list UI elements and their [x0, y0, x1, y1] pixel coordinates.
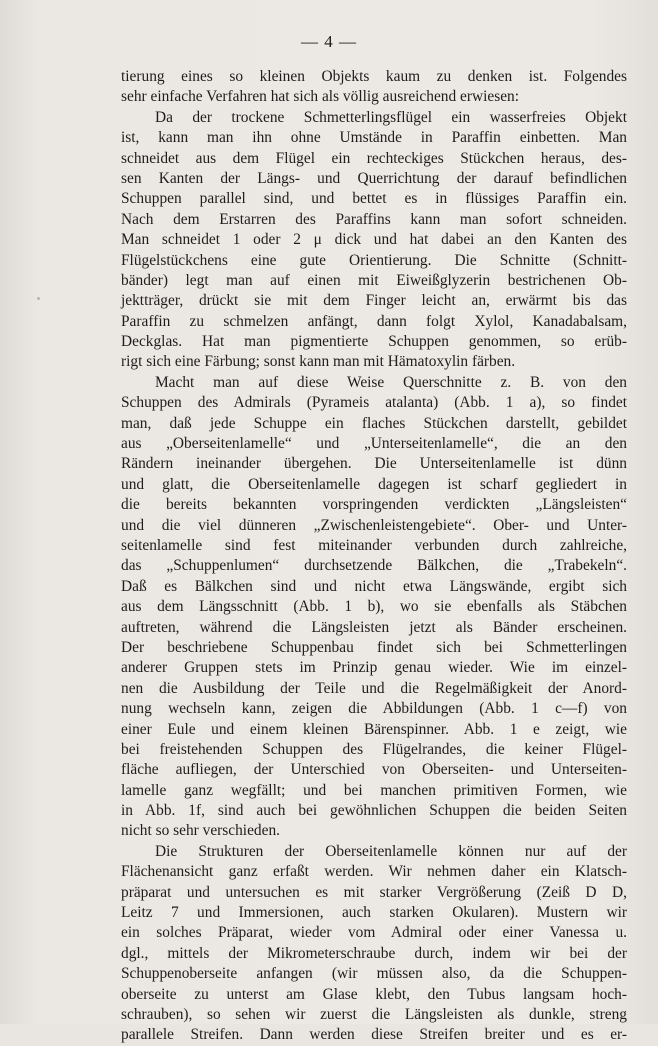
text-line: ist, kann man ihn ohne Umstände in Paraffin einbetten. Man	[121, 129, 627, 147]
text-line: Leitz 7 und Immersionen, auch starken Okularen). Mustern wir	[121, 904, 627, 922]
text-line: lamelle ganz wegfällt; und bei manchen primitiven Formen, wie	[121, 781, 627, 799]
text-line: Schuppenoberseite anfangen (wir müssen also, da die Schuppen-	[121, 965, 627, 983]
text-line: rigt sich eine Färbung; sonst kann man mit Hämatoxylin färben.	[121, 353, 516, 371]
text-line: aus dem Längsschnitt (Abb. 1 b), wo sie ebenfalls als Stäbchen	[121, 598, 627, 616]
text-line: nicht so sehr verschieden.	[121, 822, 280, 840]
text-line: dgl., mittels der Mikrometerschraube durch, indem wir bei der	[121, 944, 627, 962]
text-line: anderer Gruppen stets im Prinzip genau wieder. Wie im einzel-	[121, 659, 627, 677]
text-line: Deckglas. Hat man pigmentierte Schuppen genommen, so erüb-	[121, 333, 627, 351]
text-line: bei freistehenden Schuppen des Flügelrandes, die keiner Flügel-	[121, 740, 627, 758]
text-line: in Abb. 1f, sind auch bei gewöhnlichen Schuppen die beiden Seiten	[121, 802, 627, 820]
text-line: aus „Oberseitenlamelle“ und „Unterseitenlamelle“, die an den	[121, 435, 627, 453]
text-line: einer Eule und einem kleinen Bärenspinner. Abb. 1 e zeigt, wie	[121, 720, 627, 738]
text-line: Die Strukturen der Oberseitenlamelle können nur auf der	[155, 842, 627, 860]
text-line: Flügelstückchens eine gute Orientierung. Die Schnitte (Schnitt-	[121, 251, 627, 269]
text-line: Da der trockene Schmetterlingsflügel ein wasserfreies Objekt	[155, 108, 627, 126]
text-line: auftreten, während die Längsleisten jetzt als Bänder erscheinen.	[121, 618, 627, 636]
text-line: schrauben), so sehen wir zuerst die Längsleisten als dunkle, streng	[121, 1005, 627, 1023]
text-line: Schuppen parallel sind, und bettet es in flüssiges Paraffin ein.	[121, 190, 627, 208]
text-line: Flächenansicht ganz erfaßt werden. Wir nehmen daher ein Klatsch-	[121, 863, 627, 881]
text-line: parallele Streifen. Dann werden diese Streifen breiter und es er-	[121, 1026, 627, 1044]
text-line: nen die Ausbildung der Teile und die Regelmäßigkeit der Anord-	[121, 679, 627, 697]
text-line: präparat und untersuchen es mit starker Vergrößerung (Zeiß D D,	[121, 883, 627, 901]
text-line: schneidet aus dem Flügel ein rechteckiges Stückchen heraus, des-	[121, 149, 627, 167]
page-number: — 4 —	[301, 32, 357, 51]
text-line: Nach dem Erstarren des Paraffins kann man sofort schneiden.	[121, 210, 627, 228]
text-line: Rändern ineinander übergehen. Die Unterseitenlamelle ist dünn	[121, 455, 627, 473]
text-line: die bereits bekannten vorspringenden verdickten „Längsleisten“	[121, 496, 627, 514]
text-line: sen Kanten der Längs- und Querrichtung der darauf befindlichen	[121, 169, 627, 187]
text-line: ein solches Präparat, wieder vom Admiral oder einer Vanessa u.	[121, 924, 627, 942]
text-line: bänder) legt man auf einen mit Eiweißglyzerin bestrichenen Ob-	[121, 271, 627, 289]
text-line: tierung eines so kleinen Objekts kaum zu denken ist. Folgendes	[121, 68, 627, 85]
paper-speck	[37, 297, 40, 300]
text-line: und glatt, die Oberseitenlamelle dagegen ist scharf gegliedert in	[121, 475, 627, 493]
text-line: seitenlamelle sind fest miteinander verbunden durch zahlreiche,	[121, 536, 627, 554]
text-line: sehr einfache Verfahren hat sich als völlig ausreichend erwiesen:	[121, 88, 519, 106]
text-line: das „Schuppenlumen“ durchsetzende Bälkchen, die „Trabekeln“.	[121, 557, 627, 575]
text-line: Paraffin zu schmelzen anfängt, dann folgt Xylol, Kanadabalsam,	[121, 312, 627, 330]
text-line: oberseite zu unterst am Glase klebt, den Tubus langsam hoch-	[121, 985, 627, 1003]
text-line: Macht man auf diese Weise Querschnitte z. B. von den	[155, 373, 627, 391]
text-line: Man schneidet 1 oder 2 μ dick und hat dabei an den Kanten des	[121, 231, 627, 249]
text-line: Schuppen des Admirals (Pyrameis atalanta) (Abb. 1 a), so findet	[121, 394, 627, 412]
text-line: man, daß jede Schuppe ein flaches Stückchen darstellt, gebildet	[121, 414, 627, 432]
text-line: fläche aufliegen, der Unterschied von Oberseiten- und Unterseiten-	[121, 761, 627, 779]
text-line: jektträger, drückt sie mit dem Finger leicht an, erwärmt bis das	[121, 292, 627, 310]
text-line: Der beschriebene Schuppenbau findet sich bei Schmetterlingen	[121, 638, 627, 656]
body-text	[121, 67, 627, 1046]
text-line: Daß es Bälkchen sind und nicht etwa Längswände, ergibt sich	[121, 577, 627, 595]
text-line: nung wechseln kann, zeigen die Abbildungen (Abb. 1 c—f) von	[121, 700, 627, 718]
text-line: und die viel dünneren „Zwischenleistengebiete“. Ober- und Unter-	[121, 516, 627, 534]
